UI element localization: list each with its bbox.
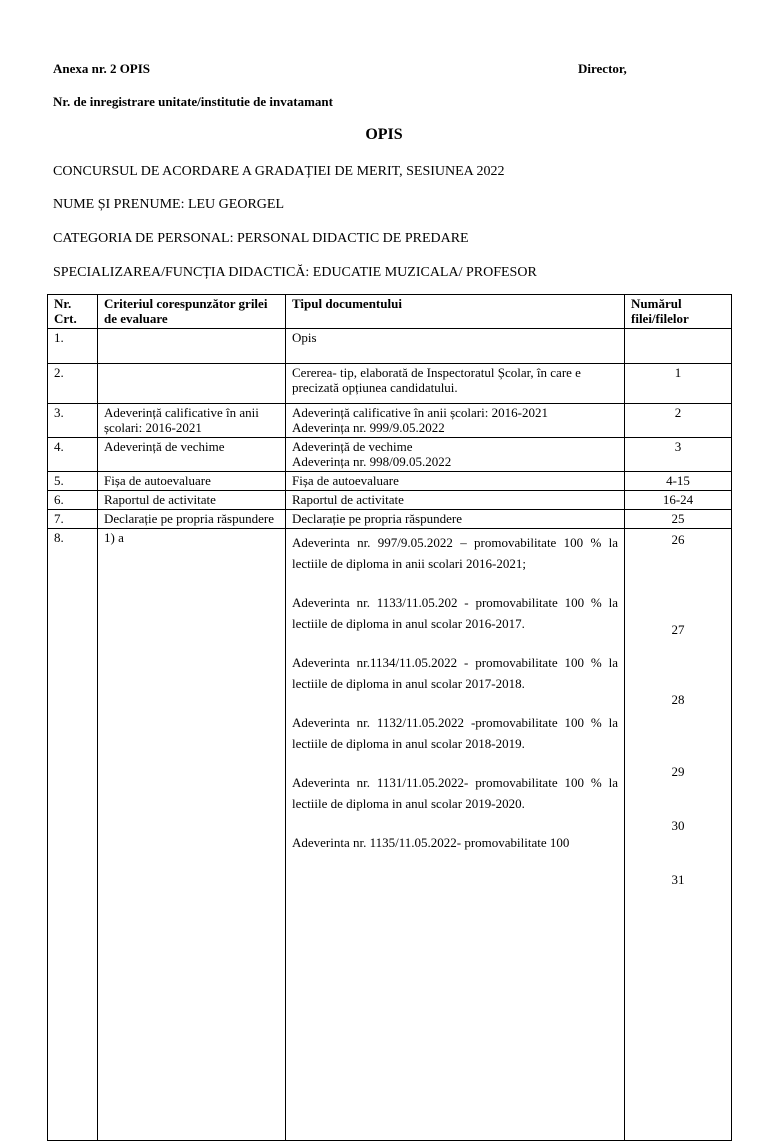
cell-file: 4-15 bbox=[625, 472, 732, 491]
cell-file bbox=[625, 529, 732, 1141]
cell-doc bbox=[286, 329, 625, 364]
page-title: OPIS bbox=[365, 126, 403, 143]
cell-criteria: Adeverință calificative în anii școlari: 2016-2021 bbox=[98, 404, 286, 438]
doc-entry: Adeverinta nr. 1135/11.05.2022- promovabilitate 100 bbox=[292, 835, 570, 850]
table-row bbox=[48, 529, 732, 1141]
file-number: 28 bbox=[671, 692, 685, 707]
file-number: 30 bbox=[671, 818, 685, 833]
cell-file: 25 bbox=[625, 510, 732, 529]
table-row bbox=[48, 472, 732, 491]
doc-text: Fișa de autoevaluare bbox=[292, 473, 399, 488]
cell-nr: 7. bbox=[48, 510, 98, 529]
doc-text: Cererea- tip, elaborată de Inspectoratul Școlar, în care e precizată opțiunea candidatului. bbox=[292, 365, 581, 395]
doc-text-secondary: Adeverința nr. 998/09.05.2022 bbox=[292, 454, 452, 469]
cell-doc bbox=[286, 404, 625, 438]
cell-file: 3 bbox=[625, 438, 732, 472]
director-label: Director, bbox=[578, 61, 627, 76]
doc-entry: Adeverinta nr. 1132/11.05.2022 -promovabilitate 100 % la lectiile de diploma in anul scolar 2018-2019. bbox=[292, 715, 618, 751]
name-line: NUME ȘI PRENUME: LEU GEORGEL bbox=[53, 197, 284, 212]
file-number: 26 bbox=[671, 532, 685, 547]
cell-doc bbox=[286, 364, 625, 404]
doc-text-secondary: Adeverința nr. 999/9.05.2022 bbox=[292, 420, 445, 435]
cell-criteria: Raportul de activitate bbox=[98, 491, 286, 510]
cell-file: 16-24 bbox=[625, 491, 732, 510]
doc-entry: Adeverinta nr. 997/9.05.2022 – promovabilitate 100 % la lectiile de diploma in anii scolari 2016-2021; bbox=[292, 535, 618, 571]
cell-nr: 6. bbox=[48, 491, 98, 510]
cell-criteria: Fișa de autoevaluare bbox=[98, 472, 286, 491]
header-nr: Nr. Crt. bbox=[48, 295, 98, 329]
cell-criteria bbox=[98, 329, 286, 364]
cell-file: 2 bbox=[625, 404, 732, 438]
header-file-no: Numărul filei/filelor bbox=[625, 295, 732, 329]
opis-table bbox=[47, 294, 732, 1141]
table-row bbox=[48, 364, 732, 404]
cell-criteria: Adeverință de vechime bbox=[98, 438, 286, 472]
registration-label: Nr. de inregistrare unitate/institutie de invatamant bbox=[53, 94, 333, 109]
cell-doc bbox=[286, 510, 625, 529]
cell-nr: 1. bbox=[48, 329, 98, 364]
doc-text: Declarație pe propria răspundere bbox=[292, 511, 462, 526]
cell-nr: 3. bbox=[48, 404, 98, 438]
file-number: 29 bbox=[671, 764, 685, 779]
doc-entry: Adeverinta nr.1134/11.05.2022 - promovabilitate 100 % la lectiile de diploma in anul scolar 2017-2018. bbox=[292, 655, 618, 691]
table-row bbox=[48, 329, 732, 364]
file-numbers bbox=[631, 530, 725, 1138]
cell-doc bbox=[286, 529, 625, 1141]
doc-entry: Adeverinta nr. 1131/11.05.2022- promovabilitate 100 % la lectiile de diploma in anul scolar 2019-2020. bbox=[292, 775, 618, 811]
cell-doc bbox=[286, 438, 625, 472]
file-number: 31 bbox=[671, 872, 685, 887]
header-criteria: Criteriul corespunzător grilei de evaluare bbox=[98, 295, 286, 329]
table-row bbox=[48, 491, 732, 510]
header-doc-type: Tipul documentului bbox=[286, 295, 625, 329]
specialization-line: SPECIALIZAREA/FUNCȚIA DIDACTICĂ: EDUCATIE MUZICALA/ PROFESOR bbox=[53, 265, 537, 280]
table-row bbox=[48, 404, 732, 438]
doc-entry: Adeverinta nr. 1133/11.05.202 - promovabilitate 100 % la lectiile de diploma in anul scolar 2016-2017. bbox=[292, 595, 618, 631]
table-row bbox=[48, 510, 732, 529]
cell-criteria: Declarație pe propria răspundere bbox=[98, 510, 286, 529]
doc-text: Raportul de activitate bbox=[292, 492, 404, 507]
cell-nr: 8. bbox=[48, 529, 98, 1141]
doc-text: Adeverință calificative în anii școlari: 2016-2021 bbox=[292, 405, 548, 420]
annex-label: Anexa nr. 2 OPIS bbox=[53, 61, 151, 76]
doc-text: Adeverință de vechime bbox=[292, 439, 413, 454]
file-number: 27 bbox=[671, 622, 685, 637]
cell-doc bbox=[286, 491, 625, 510]
cell-doc bbox=[286, 472, 625, 491]
cell-nr: 4. bbox=[48, 438, 98, 472]
table-header-row bbox=[48, 295, 732, 329]
cell-file bbox=[625, 329, 732, 364]
table-row bbox=[48, 438, 732, 472]
cell-nr: 2. bbox=[48, 364, 98, 404]
category-line: CATEGORIA DE PERSONAL: PERSONAL DIDACTIC DE PREDARE bbox=[53, 231, 469, 246]
doc-text: Opis bbox=[292, 330, 317, 345]
cell-criteria bbox=[98, 364, 286, 404]
cell-nr: 5. bbox=[48, 472, 98, 491]
cell-file: 1 bbox=[625, 364, 732, 404]
cell-criteria: 1) a bbox=[98, 529, 286, 1141]
contest-line: CONCURSUL DE ACORDARE A GRADAȚIEI DE MERIT, SESIUNEA 2022 bbox=[53, 164, 505, 179]
